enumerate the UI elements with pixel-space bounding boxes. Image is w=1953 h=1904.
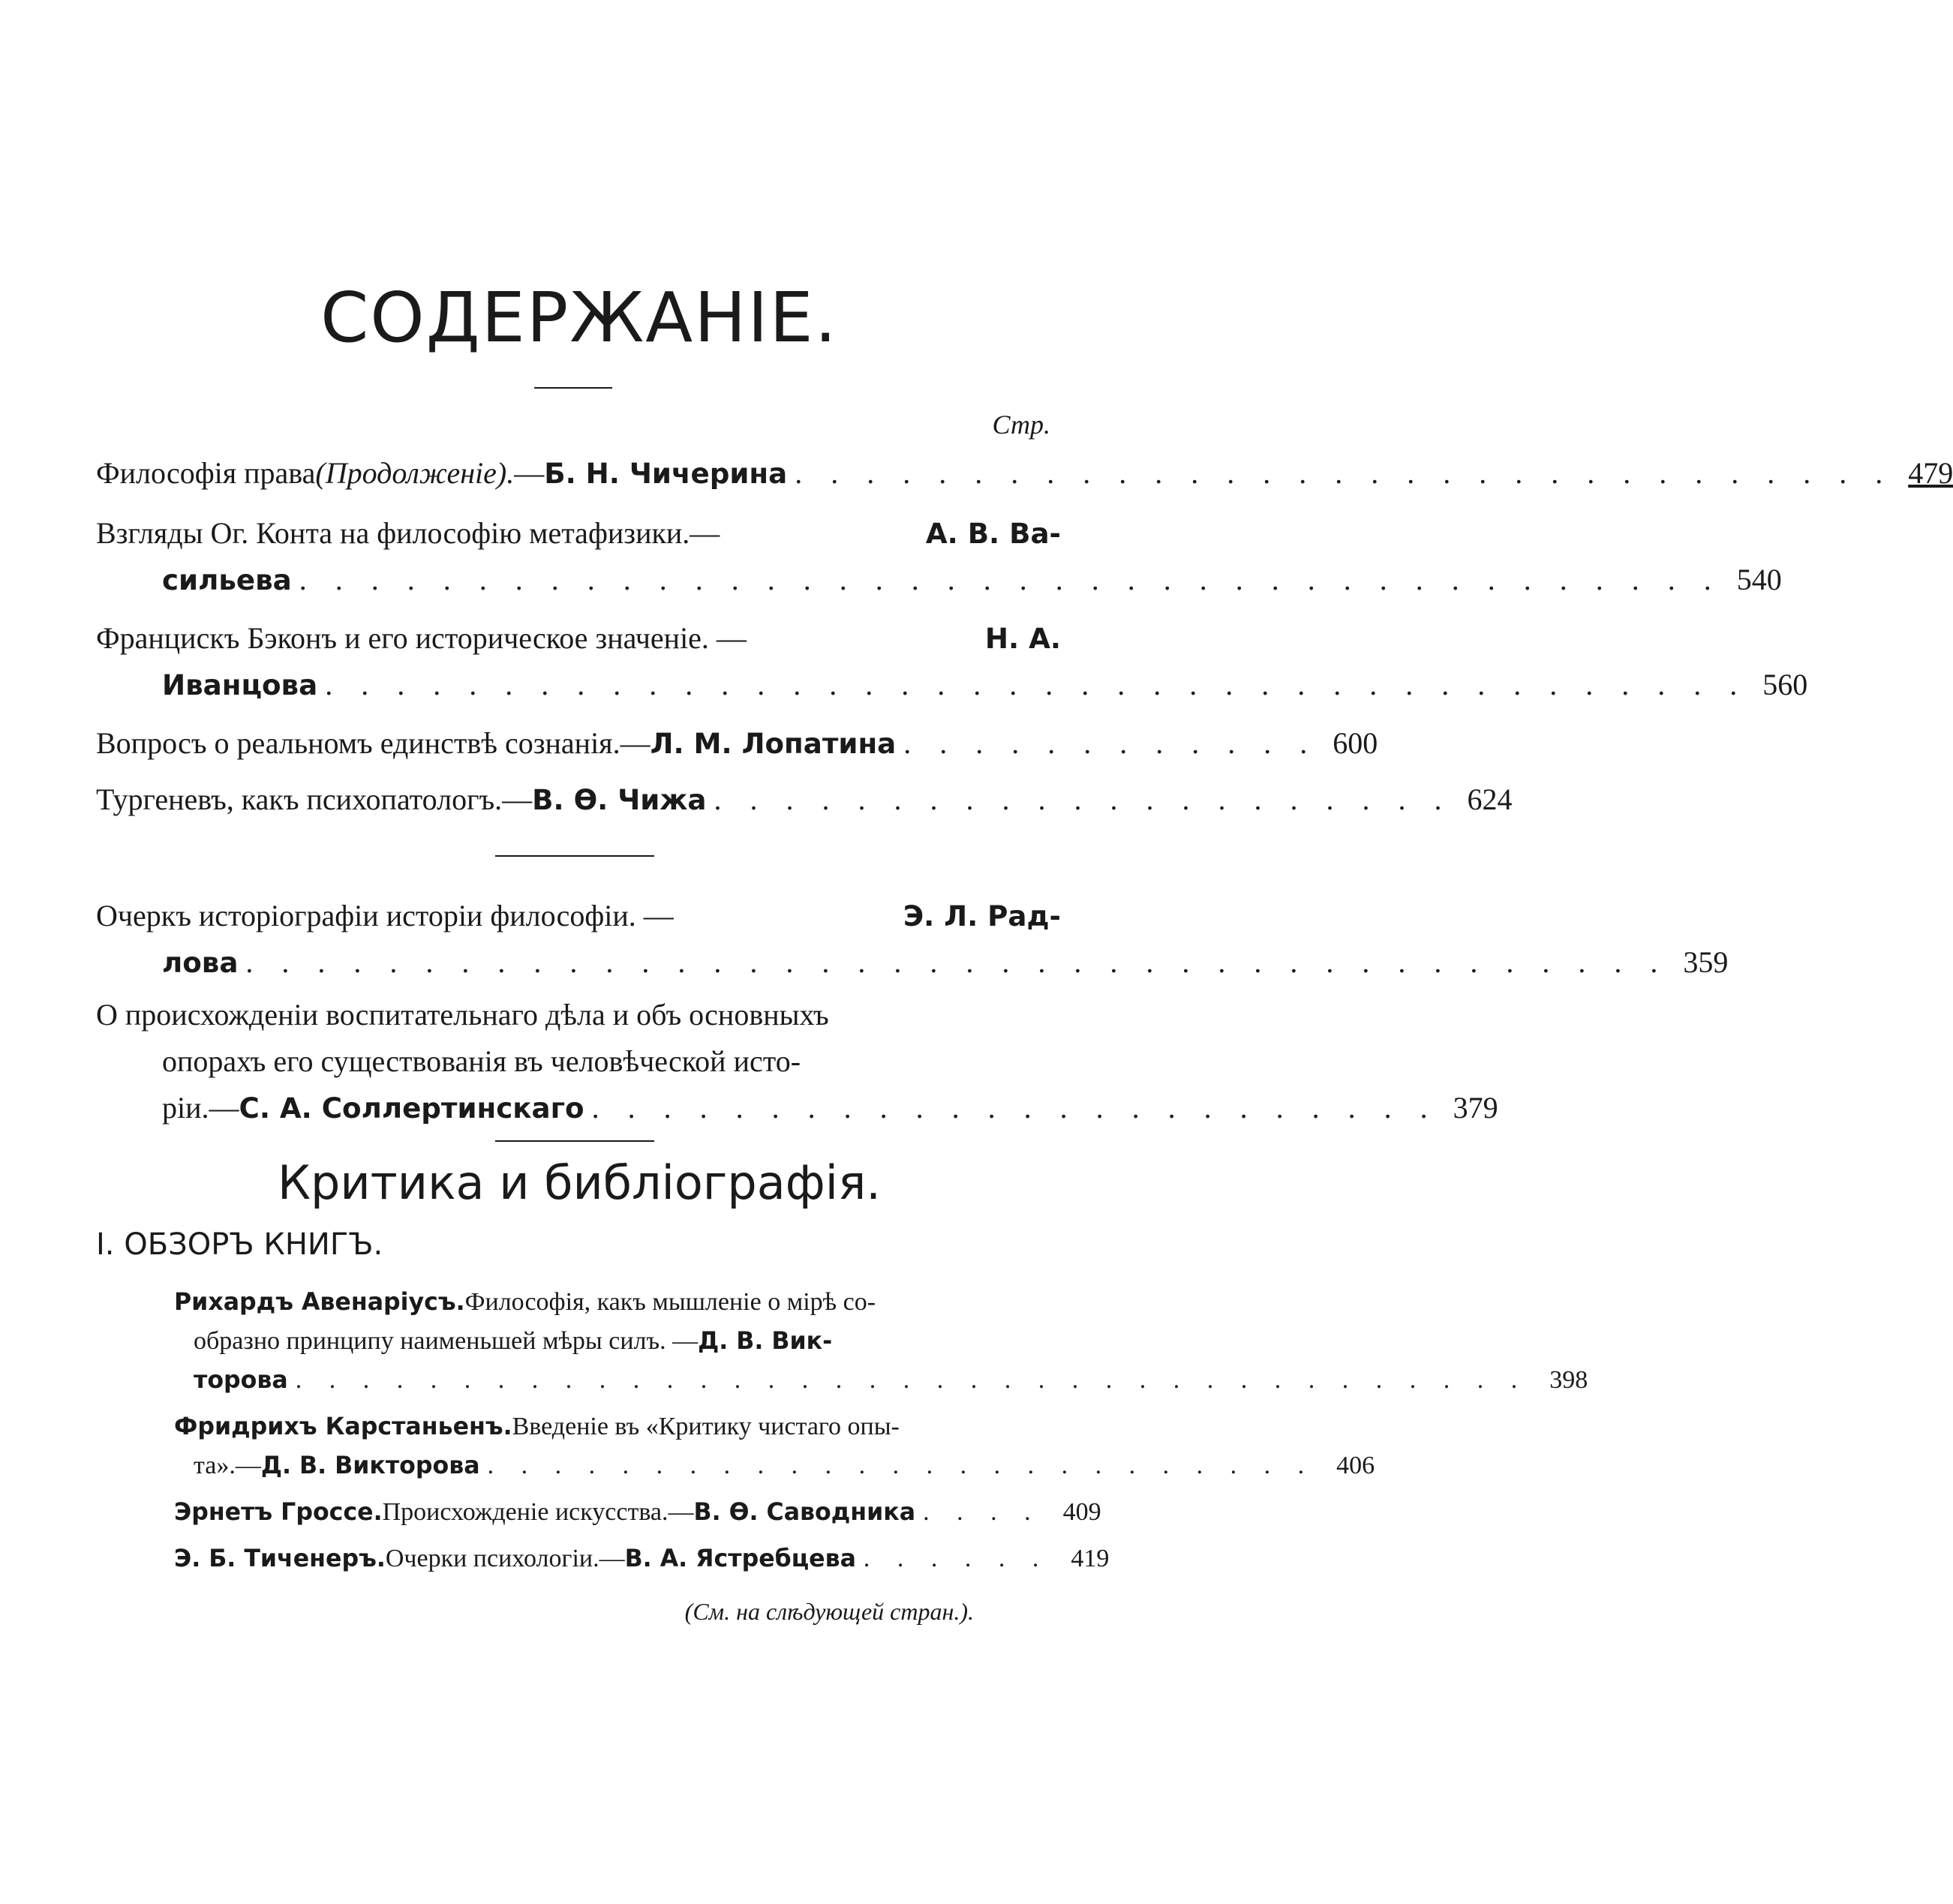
review-reviewer: В. Ѳ. Саводника: [693, 1499, 916, 1526]
leader-dots: . . . . . . . . . . . . . . . . . . . . . . . . . . . . . . . . . . . . . . . .: [325, 668, 1748, 701]
review-title: Происхожденіе искусства.—: [382, 1498, 694, 1526]
review-book-author: Э. Б. Тиченеръ.: [174, 1545, 386, 1572]
entry-author: сильева: [162, 563, 292, 596]
entry-title: Взгляды Ог. Конта на философію метафизики.—: [96, 516, 720, 550]
entry-page: 624: [1467, 782, 1513, 816]
entry-page: 359: [1683, 945, 1729, 979]
toc-entry[interactable]: [96, 450, 1953, 497]
review-continuation[interactable]: [194, 1322, 1061, 1361]
review-title: Введеніе въ «Критику чистаго опы-: [512, 1413, 900, 1440]
review-entry[interactable]: [174, 1283, 1061, 1322]
entry-note: (Продолженіе).: [315, 456, 515, 490]
entry-author: В. Ѳ. Чижа: [532, 783, 707, 816]
continued-note: (См. на слѣдующей стран.).: [684, 1598, 974, 1625]
review-book-author: Эрнетъ Гроссе.: [174, 1499, 383, 1526]
section-divider: [495, 855, 654, 857]
review-page: 409: [1062, 1498, 1101, 1526]
review-entry[interactable]: [174, 1407, 1061, 1446]
page-column-label: Стр.: [992, 410, 1050, 440]
review-reviewer: В. А. Ястребцева: [624, 1545, 856, 1572]
toc-entry[interactable]: [96, 992, 1061, 1038]
toc-entry-continuation[interactable]: [162, 1085, 1498, 1131]
entry-author: Б. Н. Чичерина: [544, 457, 788, 490]
leader-dots: . . . . . .: [863, 1545, 1050, 1572]
entry-title: опорахъ его существованія въ человѣческой исто-: [162, 1044, 801, 1078]
toc-entry-continuation[interactable]: [162, 557, 1782, 603]
leader-dots: . . . . . . . . . . . . . . . . . . . . . . . . . . . . . . . . . . . . . . . .: [245, 945, 1669, 979]
leader-dots: . . . . . . . . . . . . . . . . . . . . .: [714, 782, 1453, 816]
entry-page: 600: [1333, 726, 1378, 760]
entry-author: А. В. Ва-: [925, 517, 1061, 550]
page-title: СОДЕРЖАНІЕ.: [320, 278, 838, 358]
review-title: Философія, какъ мышленіе о мірѣ со-: [464, 1288, 876, 1316]
entry-page: 379: [1453, 1091, 1498, 1125]
section-divider: [495, 1140, 654, 1142]
review-page: 398: [1549, 1366, 1588, 1394]
entry-author: С. А. Соллертинскаго: [239, 1092, 584, 1125]
review-continuation[interactable]: [194, 1446, 1375, 1485]
entry-title: Философія права: [96, 456, 316, 490]
leader-dots: . . . . . . . . . . . . . . . . . . . . . . . . . . . . . . .: [795, 456, 1894, 490]
entry-title: Очеркъ исторіографіи исторіи философіи. —: [96, 899, 674, 932]
review-reviewer: Д. В. Викторова: [260, 1452, 480, 1479]
entry-page: 479: [1908, 456, 1953, 490]
review-entry[interactable]: [174, 1493, 1101, 1532]
subsection-title: I. ОБЗОРЪ КНИГЪ.: [96, 1227, 383, 1262]
review-page: 419: [1071, 1545, 1110, 1572]
section-title: Критика и библіографія.: [278, 1155, 881, 1210]
entry-author: лова: [162, 946, 239, 979]
leader-dots: . . . . . . . . . . . . . . . . . . . . . . . . . . . . . . . . . . . . .: [295, 1366, 1528, 1394]
review-book-author: Рихардъ Авенаріусъ.: [174, 1289, 465, 1316]
review-book-author: Фридрихъ Карстаньенъ.: [174, 1413, 512, 1440]
leader-dots: . . . . . . . . . . . .: [903, 726, 1318, 760]
toc-entry[interactable]: [96, 615, 1061, 662]
leader-dots: . . . . . . . . . . . . . . . . . . . . . . . .: [591, 1091, 1438, 1125]
review-title: та».—: [194, 1452, 261, 1479]
leader-dots: . . . . . . . . . . . . . . . . . . . . . . . . .: [487, 1452, 1315, 1479]
review-reviewer: торова: [194, 1367, 288, 1394]
entry-title: ріи.—: [162, 1091, 239, 1125]
entry-title: Вопросъ о реальномъ единствѣ сознанія.—: [96, 726, 650, 760]
leader-dots: . . . .: [923, 1498, 1041, 1526]
entry-title: О происхожденіи воспитательнаго дѣла и объ основныхъ: [96, 998, 829, 1032]
leader-dots: . . . . . . . . . . . . . . . . . . . . . . . . . . . . . . . . . . . . . . . .: [299, 563, 1722, 596]
review-page: 406: [1336, 1452, 1375, 1479]
toc-entry[interactable]: [96, 510, 1061, 557]
entry-author: Э. Л. Рад-: [903, 899, 1061, 932]
review-title: Очерки психологіи.—: [385, 1545, 625, 1572]
entry-page: 540: [1736, 563, 1782, 596]
review-continuation[interactable]: [194, 1361, 1588, 1400]
entry-title: Францискъ Бэконъ и его историческое значеніе. —: [96, 621, 747, 655]
toc-entry[interactable]: [96, 720, 1378, 767]
entry-author: Л. М. Лопатина: [650, 727, 897, 760]
title-divider: [534, 387, 612, 389]
toc-entry[interactable]: [96, 893, 1061, 939]
toc-entry-continuation[interactable]: [162, 1038, 1061, 1085]
entry-separator: —: [514, 456, 545, 490]
toc-entry-continuation[interactable]: [162, 939, 1729, 986]
entry-title: Тургеневъ, какъ психопатологъ.—: [96, 782, 533, 816]
review-reviewer: Д. В. Вик-: [698, 1328, 833, 1355]
review-entry[interactable]: [174, 1539, 1110, 1578]
entry-page: 560: [1762, 668, 1808, 701]
entry-author: Иванцова: [162, 668, 318, 701]
toc-entry[interactable]: [96, 776, 1513, 823]
toc-entry-continuation[interactable]: [162, 662, 1808, 708]
entry-author: Н. А.: [984, 622, 1061, 655]
review-title: образно принципу наименьшей мѣры силъ. —: [194, 1327, 699, 1355]
